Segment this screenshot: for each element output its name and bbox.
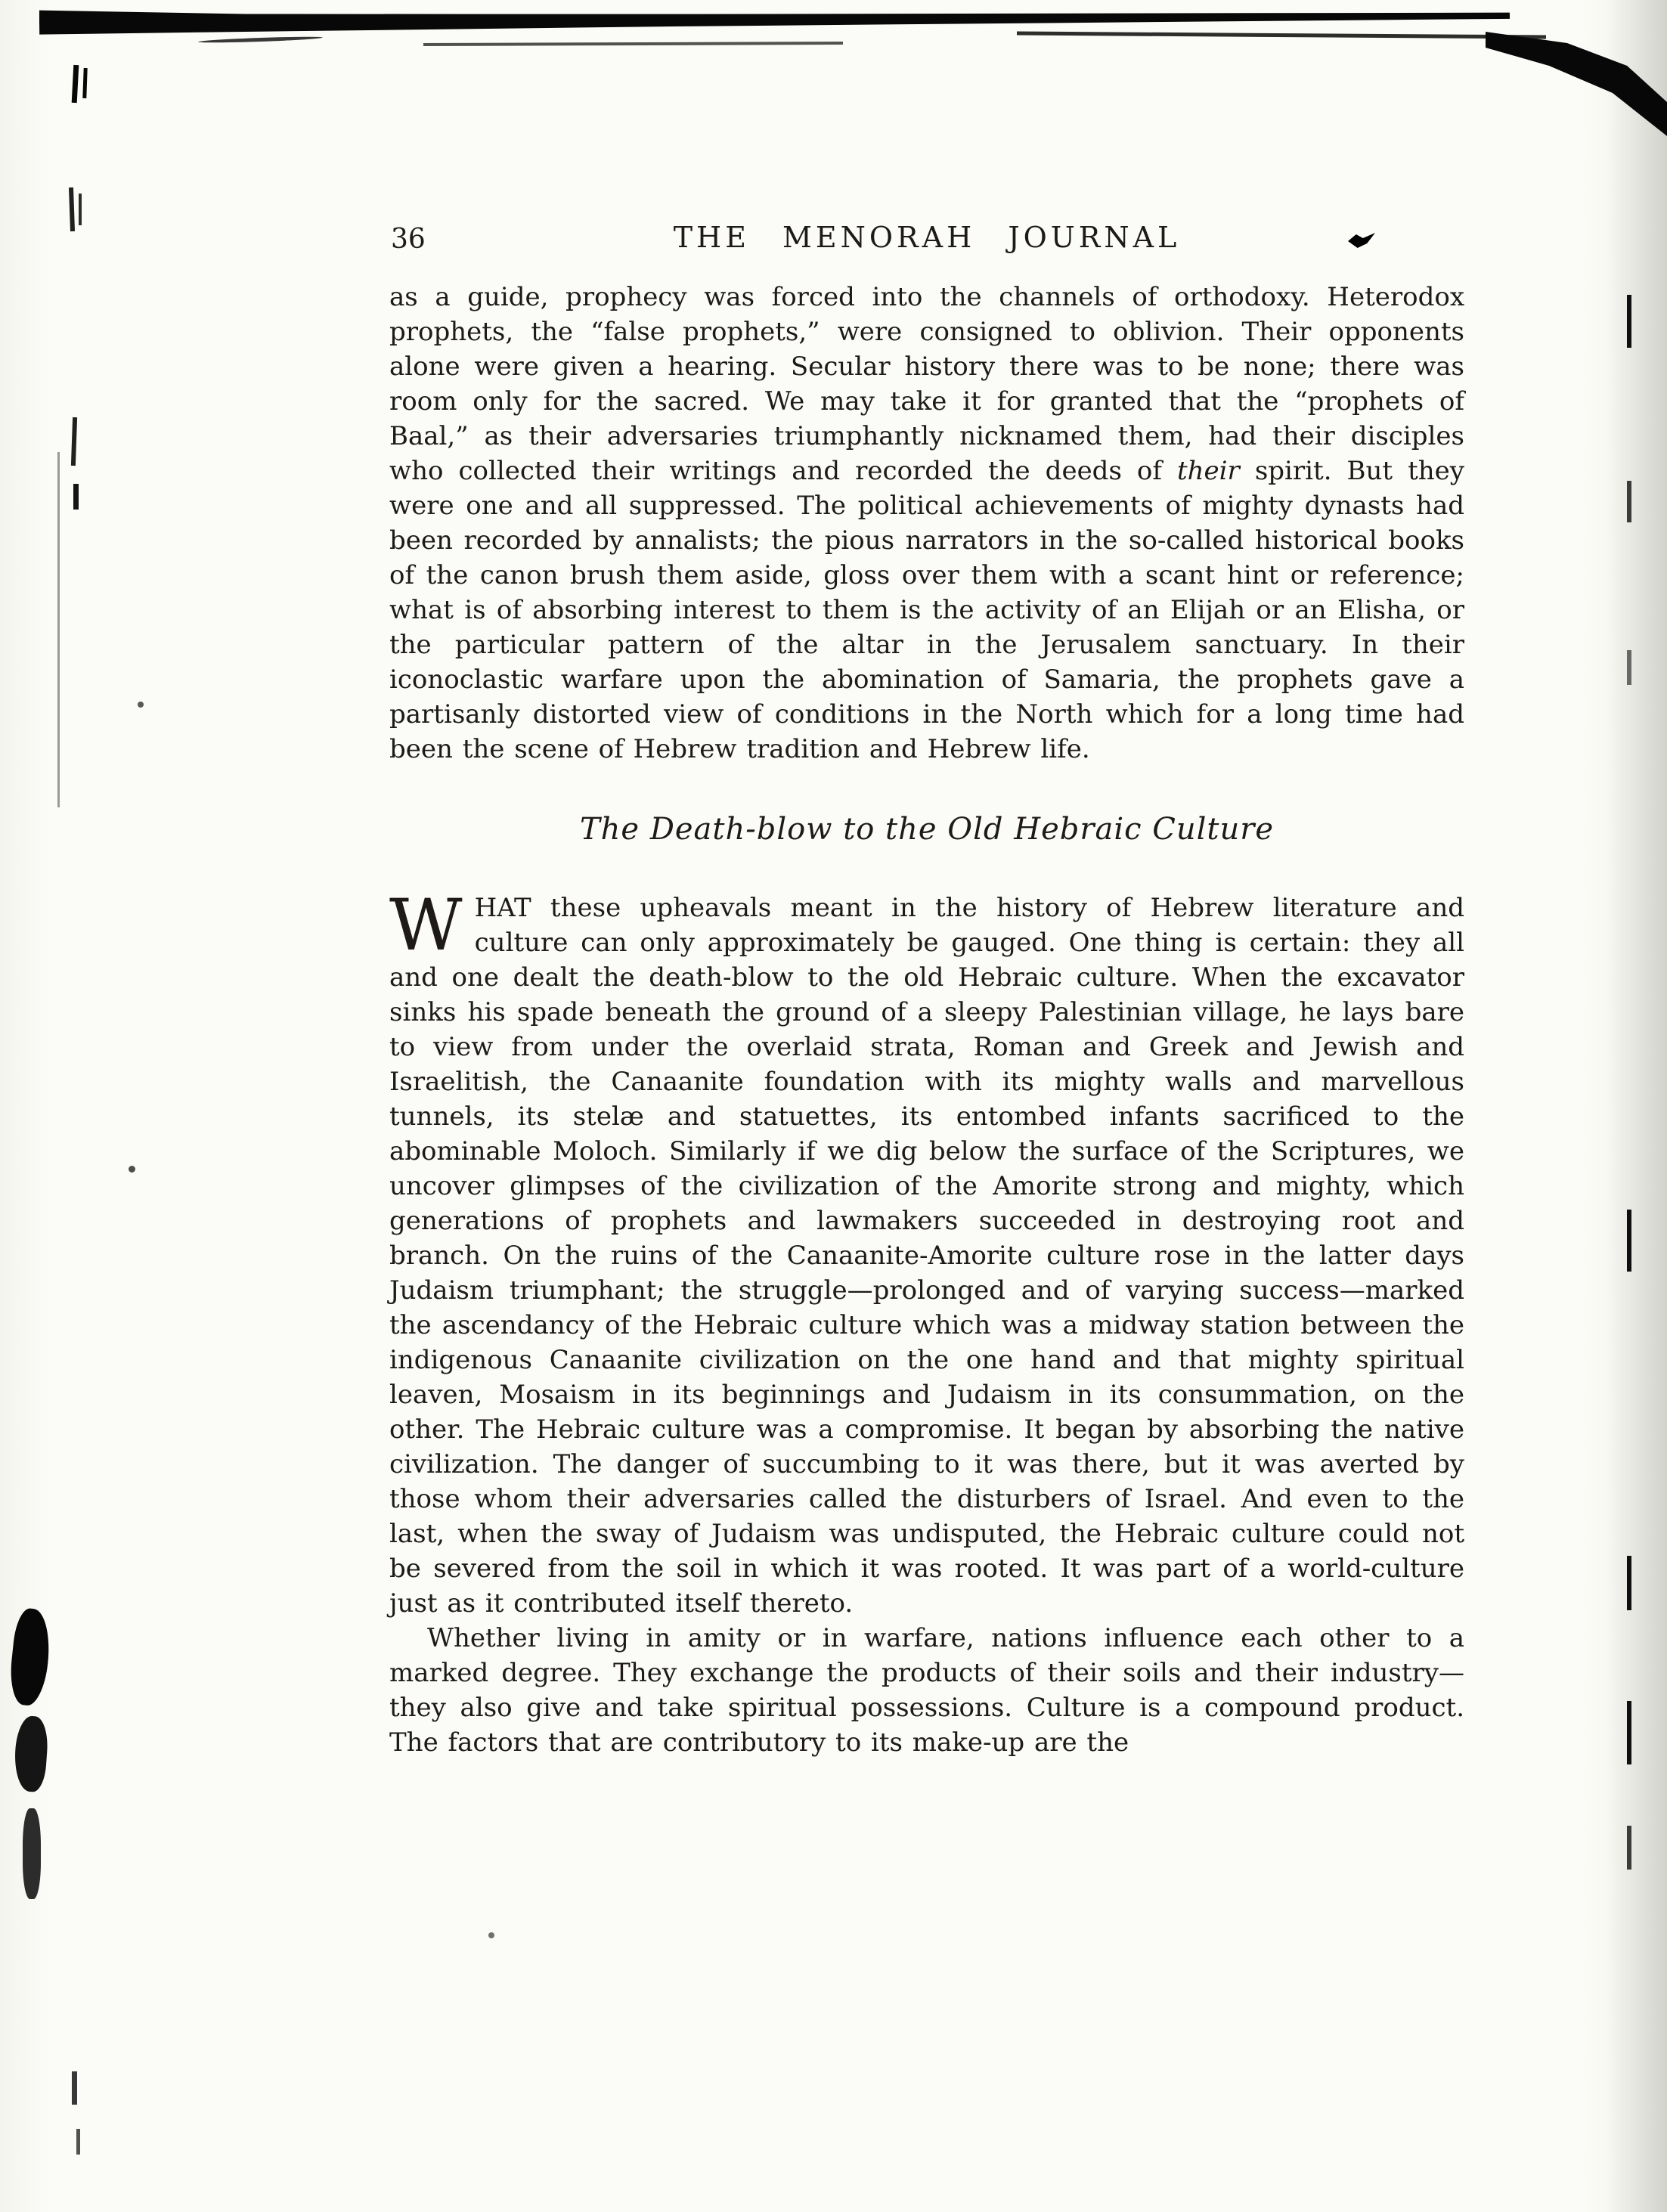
scan-artifact-thin-line-left (423, 42, 843, 46)
scan-artifact-bottom-blob (7, 1607, 53, 1707)
scan-artifact-top-bar (39, 3, 1510, 35)
scan-artifact-bottom-tick (72, 2071, 77, 2105)
paragraph-1-text: as a guide, prophecy was forced into the channels of orthodoxy. Heterodox prophets, the “false prophets,” were consigned to oblivion. Their opponents alone were given a hearing. Secular history there was to be none; there was room only for the sacred. We may take it for granted that the “prophets of Baal,” as their adversaries triumphantly nicknamed them, had their disciples who collected their writings and recorded the deeds of (389, 282, 1464, 486)
scan-artifact-left-tick (82, 68, 87, 98)
scan-edge-shadow (1607, 0, 1667, 2212)
scan-artifact-right-tick (1627, 1826, 1631, 1870)
scan-artifact-corner-wedge (1486, 23, 1667, 136)
text-column (389, 221, 1464, 1760)
scan-artifact-left-edge-line (57, 452, 60, 807)
scan-artifact-speck (488, 1932, 494, 1938)
scan-artifact-thin-line-right (1017, 32, 1546, 39)
scan-artifact-left-tick (72, 65, 79, 103)
drop-cap: W (389, 884, 463, 967)
scan-artifact-bottom-blob (13, 1715, 50, 1793)
scan-artifact-right-tick (1627, 1556, 1631, 1610)
scan-artifact-left-tick (71, 417, 77, 466)
scan-artifact-bottom-blob (23, 1808, 41, 1899)
paragraph-1-italic-word: their (1177, 456, 1240, 486)
journal-title: THE MENORAH JOURNAL (673, 221, 1181, 254)
scan-artifact-right-tick (1627, 481, 1631, 522)
running-header (389, 221, 1464, 259)
scan-artifact-speck (129, 1166, 135, 1173)
scan-artifact-left-tick (79, 194, 82, 225)
paragraph-3: Whether living in amity or in warfare, nations influence each other to a marked degree. They exchange the products of their soils and their industry—they also give and take spiritual possessions. Culture is a compound product. The factors that are contributory to its make-up are the (389, 1623, 1464, 1758)
paragraph-2 (389, 884, 1464, 1621)
paragraph-1 (389, 280, 1464, 767)
page-number: 36 (391, 224, 426, 255)
scan-artifact-speck (138, 702, 144, 708)
scan-artifact-right-tick (1627, 650, 1631, 685)
paragraph-1-text-continued: spirit. But they were one and all suppressed. The political achievements of mighty dynasts had been recorded by annalists; the pious narrators in the so-called historical books of the canon brush them aside, gloss over them with a scant hint or reference; what is of absorbing interest to them is the activity of an Elijah or an Elisha, or the particular pattern of the altar in the Jerusalem sanctuary. In their iconoclastic warfare upon the abomination of Samaria, the prophets gave a partisanly distorted view of conditions in the North which for a long time had been the scene of Hebrew tradition and Hebrew life. (389, 456, 1464, 764)
paragraph-2-text: HAT these upheavals meant in the history of Hebrew literature and culture can only approximately be gauged. One thing is certain: they all and one dealt the death-blow to the old Hebraic culture. When the excavator sinks his spade beneath the ground of a sleepy Palestinian village, he lays bare to view from under the overlaid strata, Roman and Greek and Jewish and Israelitish, the Canaanite foundation with its mighty walls and marvellous tunnels, its stelæ and statuettes, its entombed infants sacrificed to the abominable Moloch. Similarly if we dig below the surface of the Scriptures, we uncover glimpses of the civilization of the Amorite strong and mighty, which generations of prophets and lawmakers succeeded in destroying root and branch. On the ruins of the Canaanite-Amorite culture rose in the latter days Judaism triumphant; the struggle—prolonged and of varying success—marked the ascendancy of the Hebraic culture which was a midway station between the indigenous Canaanite civilization on the one hand and that mighty spiritual leaven, Mosaism in its beginnings and Judaism in its consummation, on the other. The Hebraic culture was a compromise. It began by absorbing the native civilization. The danger of succumbing to it was there, but it was averted by those whom their adversaries called the disturbers of Israel. And even to the last, when the sway of Judaism was undisputed, the Hebraic culture could not be severed from the soil in which it was rooted. It was part of a world-culture just as it contributed itself thereto. (389, 893, 1464, 1619)
section-heading: The Death-blow to the Old Hebraic Culture (579, 812, 1275, 847)
scan-artifact-right-tick (1627, 295, 1631, 348)
scan-artifact-left-tick (69, 187, 75, 231)
scan-artifact-bottom-tick (76, 2129, 80, 2155)
scan-artifact-squiggle (198, 36, 323, 44)
scan-artifact-right-tick (1627, 1701, 1631, 1764)
scan-artifact-left-tick (73, 484, 79, 510)
scan-artifact-right-tick (1627, 1210, 1631, 1272)
